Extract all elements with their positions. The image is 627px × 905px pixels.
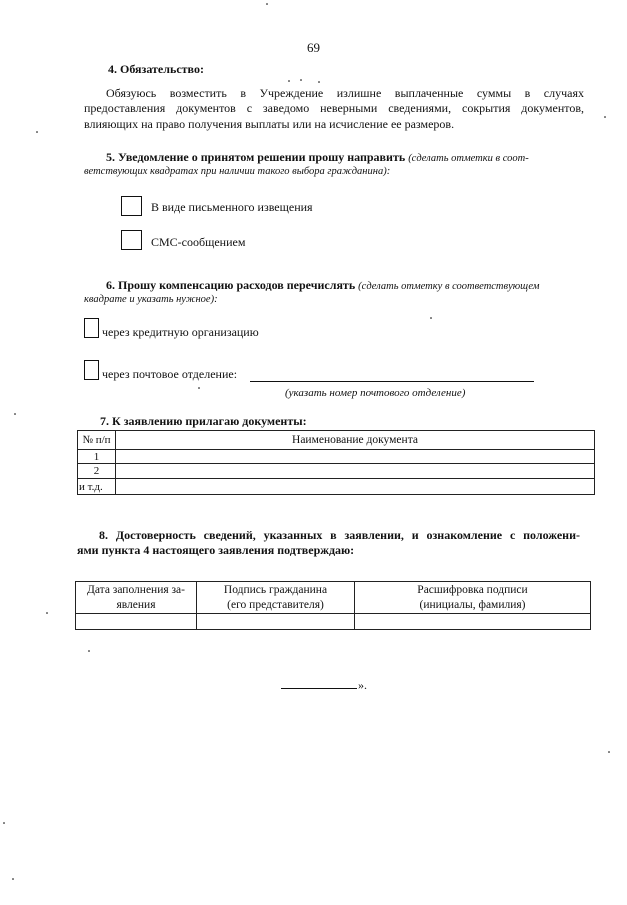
post-office-number-line[interactable] bbox=[250, 381, 534, 382]
scan-speck bbox=[430, 317, 432, 319]
option-written-notice-label: В виде письменного извещения bbox=[151, 200, 313, 214]
scan-speck bbox=[14, 413, 16, 415]
col-name-header: Наименование документа bbox=[116, 431, 595, 450]
col-date-header-b: явления bbox=[116, 598, 156, 611]
row-number: 1 bbox=[78, 450, 116, 464]
col-decoding-header-a: Расшифровка подписи bbox=[417, 583, 528, 596]
documents-table-header bbox=[78, 431, 595, 450]
documents-table bbox=[77, 430, 595, 495]
checkbox-post-office[interactable] bbox=[84, 360, 99, 380]
section-5-note-a: (сделать отметки в соот- bbox=[408, 153, 529, 164]
section-8-heading-a: 8. Достоверность сведений, указанных в заявлении, и ознакомление с положени- bbox=[99, 528, 580, 542]
section-7-heading: 7. К заявлению прилагаю документы: bbox=[100, 414, 307, 428]
col-signature-header-b: (его представителя) bbox=[227, 598, 324, 611]
section-6-heading: 6. Прошу компенсацию расходов перечислять bbox=[106, 278, 356, 292]
date-cell[interactable] bbox=[76, 614, 197, 630]
scan-speck bbox=[608, 751, 610, 753]
scan-speck bbox=[300, 79, 302, 81]
scan-speck bbox=[3, 822, 5, 824]
checkbox-sms[interactable] bbox=[121, 230, 142, 250]
document-name-cell[interactable] bbox=[116, 450, 595, 464]
table-row bbox=[78, 479, 595, 495]
col-date-header bbox=[76, 582, 197, 614]
col-number-header: № п/п bbox=[78, 431, 116, 450]
row-number: и т.д. bbox=[78, 479, 116, 495]
section-4-line-3: влияющих на право получения выплаты или на исчисление ее размеров. bbox=[84, 117, 455, 131]
section-5-heading: 5. Уведомление о принятом решении прошу направить bbox=[106, 150, 406, 164]
confirmation-table-header bbox=[76, 582, 591, 614]
scan-speck bbox=[604, 116, 606, 118]
section-5-note-b: ветствующих квадратах при наличии такого выбора гражданина): bbox=[84, 166, 391, 177]
section-6-heading-row bbox=[106, 278, 539, 293]
checkbox-written-notice[interactable] bbox=[121, 196, 142, 216]
date-close-quote: ». bbox=[358, 678, 367, 692]
decoding-cell[interactable] bbox=[355, 614, 591, 630]
document-name-cell[interactable] bbox=[116, 464, 595, 479]
confirmation-table bbox=[75, 581, 591, 630]
scan-speck bbox=[266, 3, 268, 5]
col-date-header-a: Дата заполнения за- bbox=[87, 583, 185, 596]
col-signature-header bbox=[197, 582, 355, 614]
signature-cell[interactable] bbox=[197, 614, 355, 630]
scan-speck bbox=[198, 387, 200, 389]
date-line[interactable] bbox=[281, 688, 357, 689]
col-decoding-header-b: (инициалы, фамилия) bbox=[419, 598, 526, 611]
section-6-note-b: квадрате и указать нужное): bbox=[84, 294, 218, 305]
col-decoding-header bbox=[355, 582, 591, 614]
section-4-heading: 4. Обязательство: bbox=[108, 62, 204, 76]
section-5-heading-row bbox=[106, 150, 529, 165]
scan-speck bbox=[36, 131, 38, 133]
page-number: 69 bbox=[307, 40, 320, 55]
row-number: 2 bbox=[78, 464, 116, 479]
scan-speck bbox=[88, 650, 90, 652]
post-office-hint: (указать номер почтового отделение) bbox=[285, 387, 466, 399]
scan-speck bbox=[318, 81, 320, 83]
option-credit-org-label: через кредитную организацию bbox=[102, 325, 259, 339]
scan-speck bbox=[46, 612, 48, 614]
option-sms-label: СМС-сообщением bbox=[151, 235, 246, 249]
section-4-line-1: Обязуюсь возместить в Учреждение излишне выплаченные суммы в случаях bbox=[106, 86, 584, 100]
scan-speck bbox=[288, 80, 290, 82]
option-post-office-label: через почтовое отделение: bbox=[102, 367, 238, 381]
col-signature-header-a: Подпись гражданина bbox=[223, 583, 328, 596]
scan-speck bbox=[12, 878, 14, 880]
table-row bbox=[78, 450, 595, 464]
section-6-note-a: (сделать отметку в соответствующем bbox=[358, 281, 540, 292]
section-8-heading-b: ями пункта 4 настоящего заявления подтверждаю: bbox=[77, 543, 355, 557]
document-name-cell[interactable] bbox=[116, 479, 595, 495]
table-row bbox=[76, 614, 591, 630]
section-4-line-2: предоставления документов с заведомо неверными сведениями, сокрытия документов, bbox=[84, 101, 584, 115]
checkbox-credit-org[interactable] bbox=[84, 318, 99, 338]
table-row bbox=[78, 464, 595, 479]
